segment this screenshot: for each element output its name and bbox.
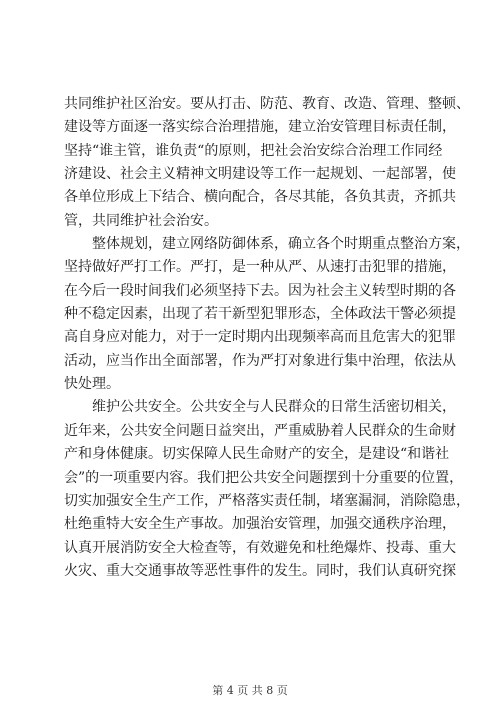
- text-line: 各单位形成上下结合、横向配合，各尽其能，各负其责，齐抓共: [64, 189, 456, 206]
- text-line: 近年来，公共安全问题日益突出，严重威胁着人民群众的生命财: [64, 422, 456, 439]
- text-line: 产和身体健康。切实保障人民生命财产的安全，是建设“和谐社: [64, 446, 450, 463]
- body-text: [64, 93, 470, 583]
- text-line: 高自身应对能力，对于一定时期内出现频率高而且危害大的犯罪: [64, 329, 456, 346]
- text-line: 整体规划，建立网络防御体系，确立各个时期重点整治方案，: [64, 236, 470, 253]
- text-line: 管，共同维护社会治安。: [64, 212, 218, 229]
- text-line: 切实加强安全生产工作，严格落实责任制，堵塞漏洞，消除隐患，: [64, 492, 470, 509]
- text-line: 维护公共安全。公共安全与人民群众的日常生活密切相关，: [64, 399, 456, 416]
- text-line: 活动，应当作出全面部署，作为严打对象进行集中治理，依法从: [64, 352, 456, 369]
- text-line: 杜绝重特大安全生产事故。加强治安管理，加强交通秩序治理，: [64, 516, 456, 533]
- page-number-footer: 第 4 页 共 8 页: [212, 684, 288, 697]
- text-line: 在今后一段时间我们必须坚持下去。因为社会主义转型时期的各: [64, 282, 456, 299]
- text-line: 坚持“谁主管，谁负责“的原则，把社会治安综合治理工作同经: [64, 142, 443, 159]
- text-line: 济建设、社会主义精神文明建设等工作一起规划、一起部署，使: [64, 166, 456, 183]
- text-line: 建设等方面逐一落实综合治理措施，建立治安管理目标责任制，: [64, 119, 456, 136]
- text-line: 火灾、重大交通事故等恶性事件的发生。同时，我们认真研究探: [64, 562, 456, 579]
- text-line: 坚持做好严打工作。严打，是一种从严、从速打击犯罪的措施，: [64, 259, 456, 276]
- text-line: 会”的一项重要内容。我们把公共安全问题摆到十分重要的位置，: [64, 469, 464, 486]
- text-line: 快处理。: [64, 376, 120, 393]
- text-line: 共同维护社区治安。要从打击、防范、教育、改造、管理、整顿、: [64, 96, 470, 112]
- text-line: 认真开展消防安全大检查等，有效避免和杜绝爆炸、投毒、重大: [64, 539, 456, 556]
- text-line: 种不稳定因素，出现了若干新型犯罪形态，全体政法干警必须提: [64, 306, 456, 323]
